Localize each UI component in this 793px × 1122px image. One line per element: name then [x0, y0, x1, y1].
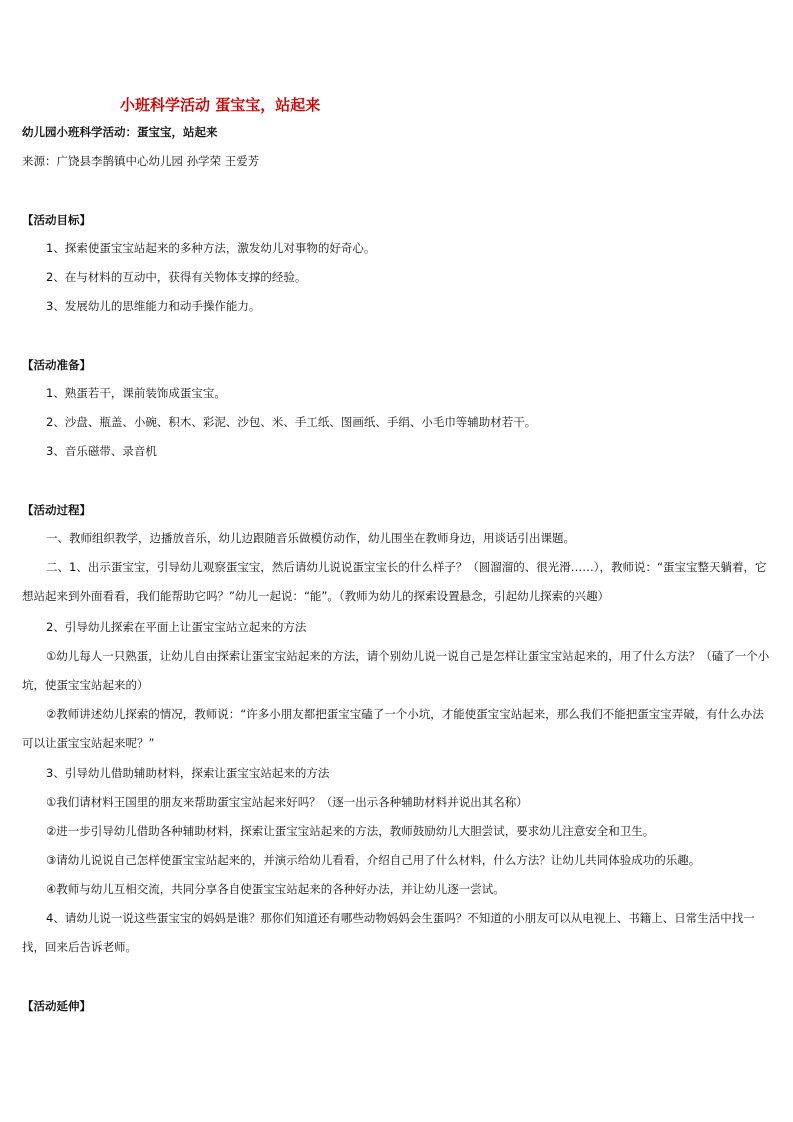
goal-item: 3、发展幼儿的思维能力和动手操作能力。 — [46, 299, 261, 313]
document-title: 小班科学活动 蛋宝宝，站起来 — [120, 96, 321, 114]
prep-heading: 【活动准备】 — [22, 358, 91, 372]
process-heading: 【活动过程】 — [22, 503, 91, 517]
extension-heading: 【活动延伸】 — [22, 999, 91, 1013]
process-paragraph: 3、引导幼儿借助辅助材料，探索让蛋宝宝站起来的方法 — [46, 766, 330, 780]
process-paragraph: ②教师讲述幼儿探索的情况，教师说：“许多小朋友都把蛋宝宝磕了一个小坑，才能使蛋宝宝站起来，那么我们不能把蛋宝宝弄破，有什么办法可以让蛋宝宝站起来呢？” — [22, 707, 764, 750]
prep-item: 1、熟蛋若干，课前装饰成蛋宝宝。 — [46, 386, 226, 400]
process-paragraph: ④教师与幼儿互相交流，共同分享各自使蛋宝宝站起来的各种好办法，并让幼儿逐一尝试。 — [46, 882, 505, 896]
process-paragraph: 二、1、出示蛋宝宝，引导幼儿观察蛋宝宝，然后请幼儿说说蛋宝宝长的什么样子？（圆溜溜的、很光滑……），教师说：“蛋宝宝整天躺着，它想站起来到外面看看，我们能帮助它吗？”幼儿一起说：“能”。（教师为幼儿的探索设置悬念，引起幼儿探索的兴趣） — [22, 560, 767, 603]
goal-item: 1、探索使蛋宝宝站起来的多种方法，激发幼儿对事物的好奇心。 — [46, 241, 376, 255]
process-paragraph: ③请幼儿说说自己怎样使蛋宝宝站起来的，并演示给幼儿看看，介绍自己用了什么材料，什么方法？让幼儿共同体验成功的乐趣。 — [46, 853, 701, 867]
process-paragraph: ①幼儿每人一只熟蛋，让幼儿自由探索让蛋宝宝站起来的方法，请个别幼儿说一说自己是怎样让蛋宝宝站起来的，用了什么方法？（磕了一个小坑，使蛋宝宝站起来的） — [22, 649, 770, 692]
process-paragraph: ②进一步引导幼儿借助各种辅助材料，探索让蛋宝宝站起来的方法，教师鼓励幼儿大胆尝试，要求幼儿注意安全和卫生。 — [46, 824, 655, 838]
goal-item: 2、在与材料的互动中，获得有关物体支撑的经验。 — [46, 270, 307, 284]
process-paragraph: 4、请幼儿说一说这些蛋宝宝的妈妈是谁？那你们知道还有哪些动物妈妈会生蛋吗？不知道的小朋友可以从电视上、书籍上、日常生活中找一找，回来后告诉老师。 — [22, 911, 755, 954]
document-subtitle: 幼儿园小班科学活动：蛋宝宝，站起来 — [22, 125, 218, 139]
goals-heading: 【活动目标】 — [22, 213, 91, 227]
process-paragraph: 一、教师组织教学，边播放音乐，幼儿边跟随音乐做模仿动作，幼儿围坐在教师身边，用谈话引出课题。 — [46, 531, 575, 545]
document-source: 来源：广饶县李鹊镇中心幼儿园 孙学荣 王爱芳 — [22, 154, 260, 168]
prep-item: 3、音乐磁带、录音机 — [46, 444, 157, 458]
process-paragraph: ①我们请材料王国里的朋友来帮助蛋宝宝站起来好吗？（逐一出示各种辅助材料并说出其名称） — [46, 795, 528, 809]
prep-item: 2、沙盘、瓶盖、小碗、积木、彩泥、沙包、米、手工纸、图画纸、手绢、小毛巾等辅助材若干。 — [46, 415, 537, 429]
process-paragraph: 2、引导幼儿探索在平面上让蛋宝宝站立起来的方法 — [46, 620, 307, 634]
